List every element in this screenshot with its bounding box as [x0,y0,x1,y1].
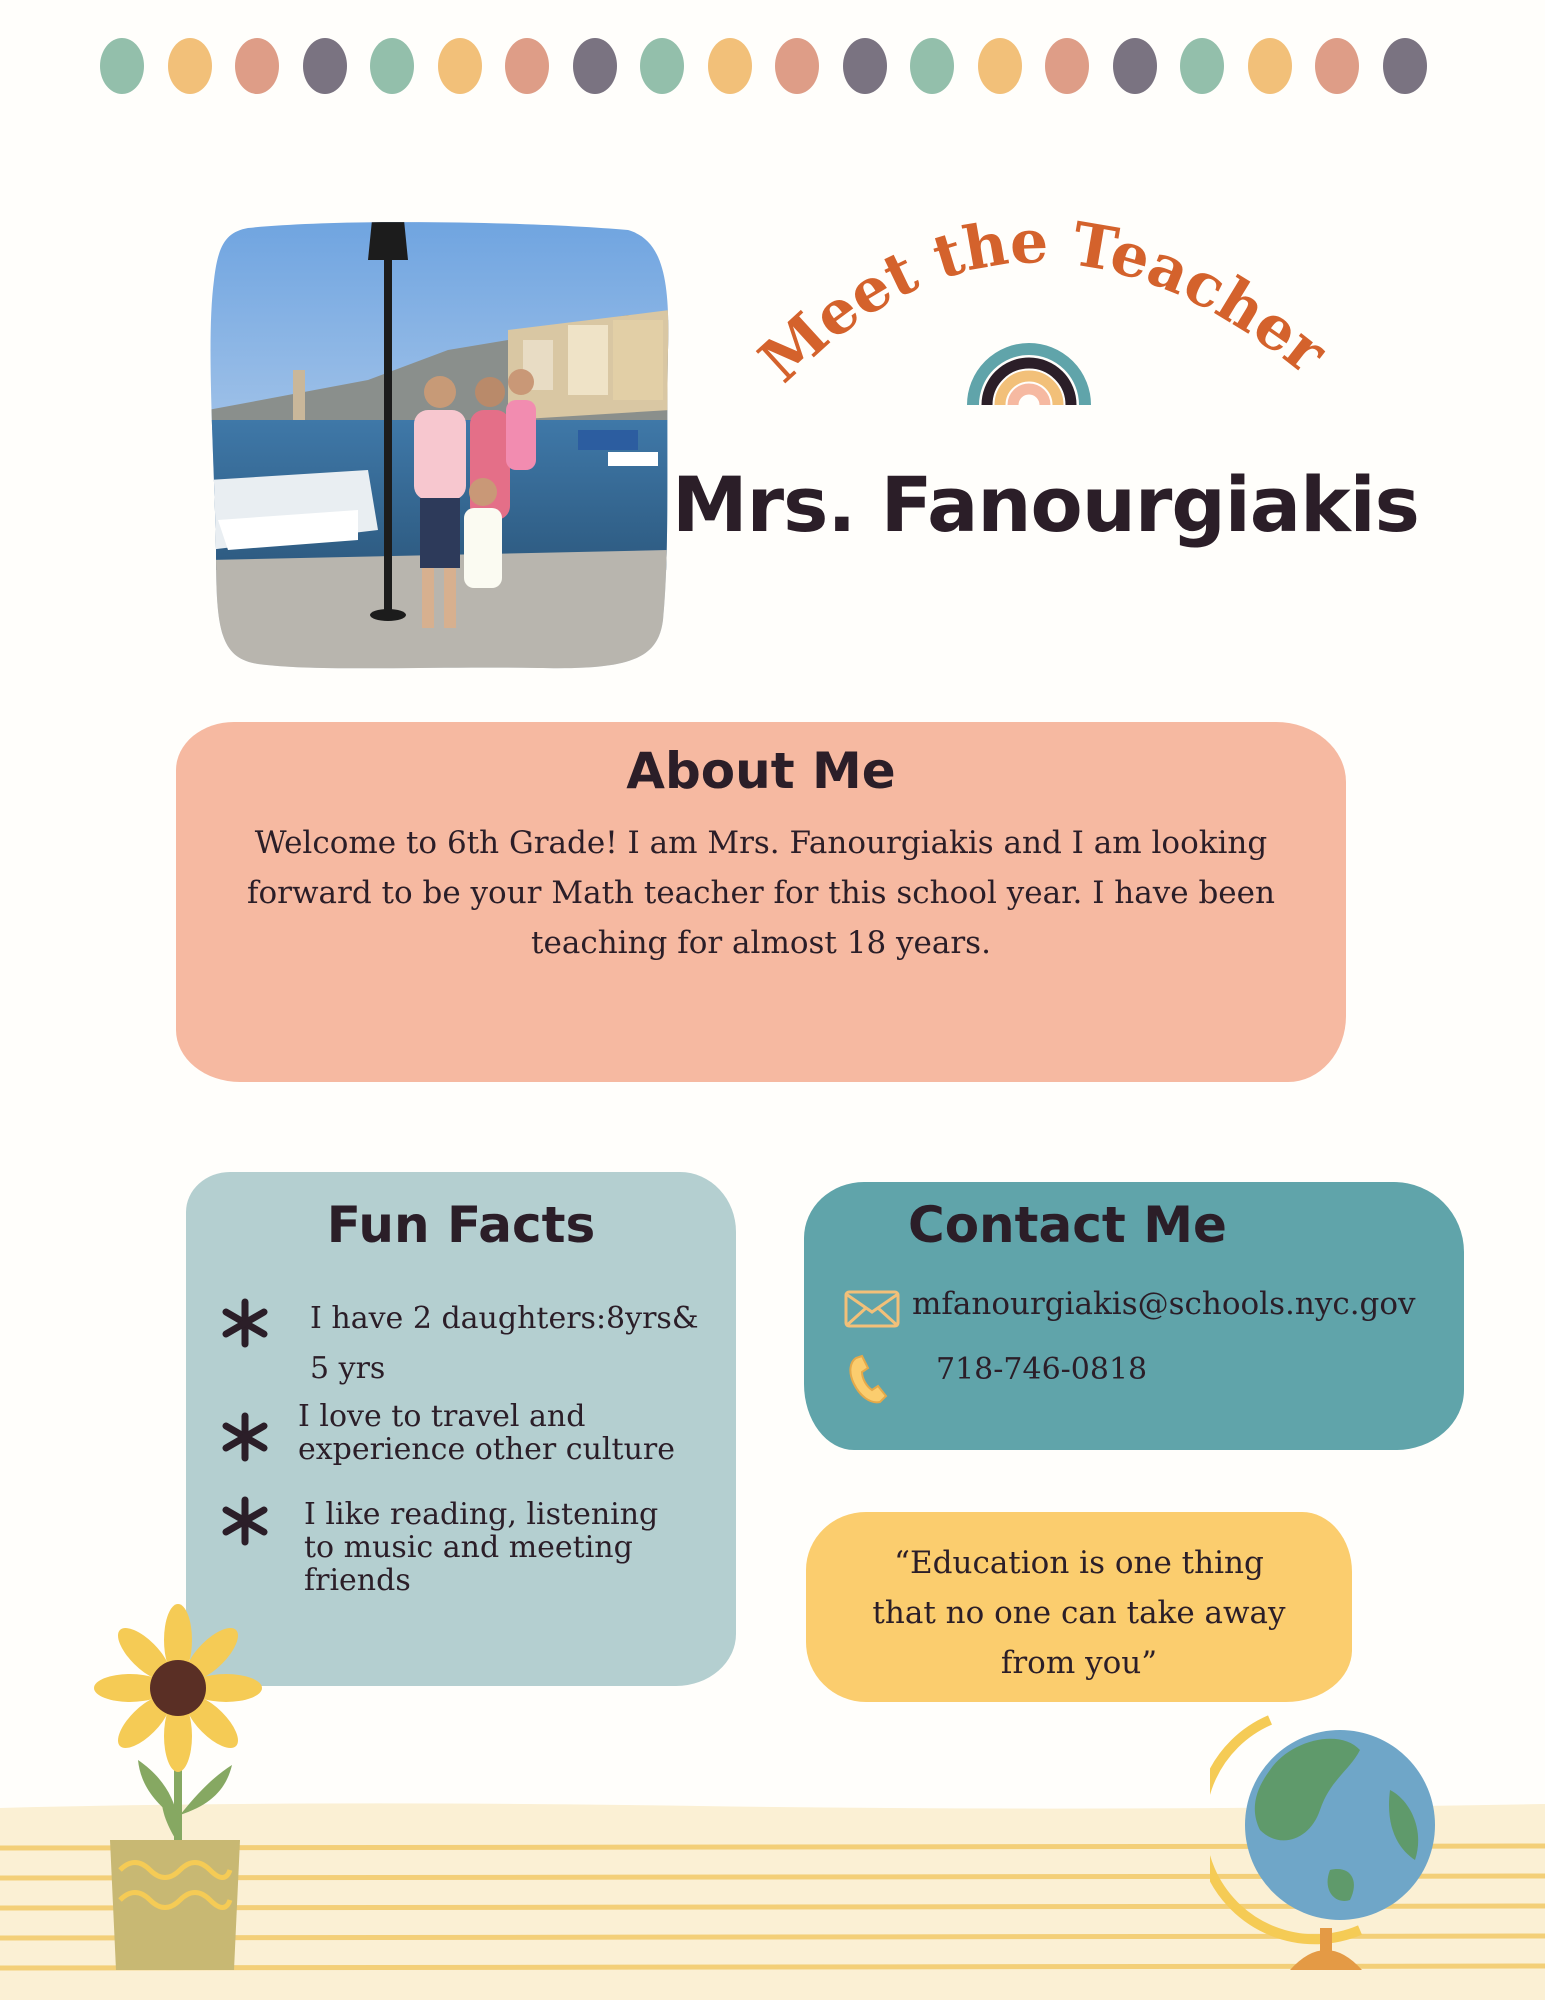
fun-fact-line: I like reading, listening [304,1497,659,1532]
decorative-dot [1248,38,1292,94]
envelope-icon [844,1290,900,1328]
quote-line: “Education is one thing [894,1545,1264,1581]
quote-line: from you” [1000,1645,1158,1681]
fun-fact-line: 5 yrs [310,1351,386,1386]
family-photo [208,220,670,672]
decorative-dot [235,38,279,94]
decorative-dot [1113,38,1157,94]
about-line: teaching for almost 18 years. [531,925,991,961]
sunflower-icon [90,1600,270,1980]
fun-fact-line: I have 2 daughters:8yrs& [310,1301,699,1336]
fun-fact-line: friends [304,1563,411,1598]
decorative-dot [1180,38,1224,94]
decorative-dot [775,38,819,94]
asterisk-icon [220,1496,270,1546]
fun-fact-line: to music and meeting [304,1530,633,1565]
decorative-dot [438,38,482,94]
decorative-dot [303,38,347,94]
decorative-dot [370,38,414,94]
globe-icon [1210,1700,1450,1980]
fun-facts-heading: Fun Facts [326,1196,596,1254]
teacher-name: Mrs. Fanourgiakis [672,460,1419,549]
quote-card [806,1512,1352,1702]
contact-me-heading: Contact Me [908,1196,1227,1254]
asterisk-icon [220,1412,270,1462]
email-link[interactable]: mfanourgiakis@schools.nyc.gov [912,1286,1416,1322]
meet-the-teacher-title [720,180,1360,420]
asterisk-icon [220,1298,270,1348]
decorative-dot [573,38,617,94]
decorative-dot [1045,38,1089,94]
decorative-dot [100,38,144,94]
decorative-dot [708,38,752,94]
rainbow-icon [973,349,1085,405]
fun-fact-line: I love to travel and [298,1399,586,1434]
contact-me-card [804,1182,1464,1450]
decorative-dot [978,38,1022,94]
phone-link[interactable]: 718-746-0818 [936,1352,1148,1387]
decorative-dot [168,38,212,94]
quote-text [836,1538,1322,1688]
decorative-dot [1315,38,1359,94]
quote-line: that no one can take away [872,1595,1286,1631]
decorative-dot [910,38,954,94]
about-line: forward to be your Math teacher for this school year. I have been [247,875,1275,911]
decorative-dot-row [100,38,1450,96]
fun-fact-line: experience other culture [298,1432,675,1467]
decorative-dot [1383,38,1427,94]
phone-icon [848,1354,890,1406]
title-arc-text: Meet the Teacher [746,207,1340,397]
decorative-dot [843,38,887,94]
about-me-text [236,818,1286,968]
decorative-dot [505,38,549,94]
about-line: Welcome to 6th Grade! I am Mrs. Fanourgiakis and I am looking [254,825,1268,861]
about-me-card [176,722,1346,1082]
about-me-heading: About Me [626,742,896,800]
decorative-dot [640,38,684,94]
